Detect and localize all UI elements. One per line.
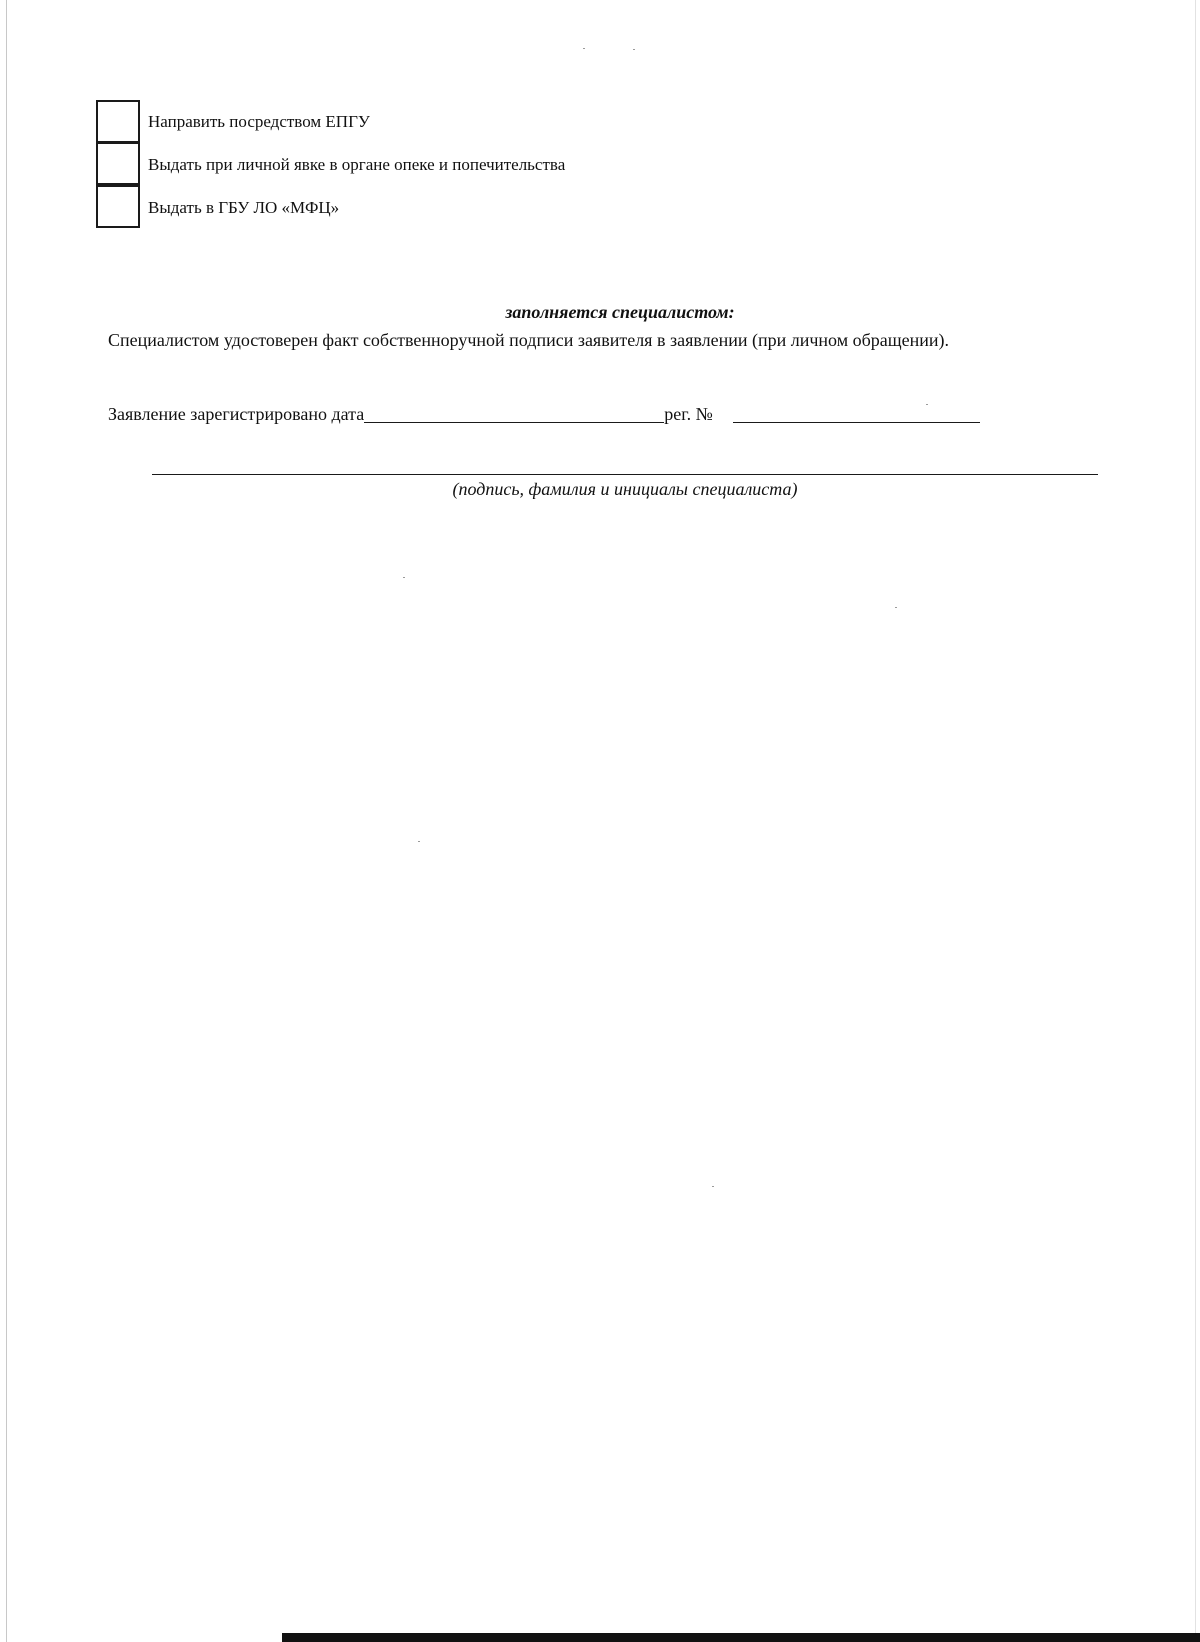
scan-speck <box>633 49 635 50</box>
scan-bottom-bar <box>282 1633 1200 1642</box>
option-epgu <box>96 100 565 143</box>
specialist-signature-field[interactable] <box>152 474 1098 475</box>
specialist-section-title: заполняется специалистом: <box>505 302 735 322</box>
scan-speck <box>418 841 420 842</box>
reg-number-label: рег. № <box>664 404 713 424</box>
option-guardianship-label: Выдать при личной явке в органе опеке и попечительства <box>148 154 566 174</box>
delivery-options <box>96 100 565 229</box>
registered-date-label: Заявление зарегистрировано дата <box>108 404 365 424</box>
reg-number-field[interactable] <box>733 402 980 423</box>
registration-date-field[interactable] <box>364 402 664 423</box>
option-epgu-label: Направить посредством ЕПГУ <box>148 111 370 131</box>
signature-verification-text: Специалистом удостоверен факт собственноручной подписи заявителя в заявлении (при личном обращении). <box>108 330 949 350</box>
scan-edge-right <box>1195 0 1196 1642</box>
scan-edge-left <box>6 0 7 1642</box>
scan-speck <box>583 48 585 49</box>
checkbox-mfc[interactable] <box>96 185 140 228</box>
checkbox-guardianship[interactable] <box>96 142 140 185</box>
checkbox-epgu[interactable] <box>96 100 140 143</box>
option-guardianship <box>96 143 565 186</box>
option-mfc <box>96 186 565 229</box>
option-mfc-label: Выдать в ГБУ ЛО «МФЦ» <box>148 197 340 217</box>
scan-speck <box>403 577 405 578</box>
scan-speck <box>895 607 897 608</box>
registration-line <box>108 402 980 426</box>
scan-speck <box>712 1186 714 1187</box>
signature-caption: (подпись, фамилия и инициалы специалиста) <box>452 479 798 499</box>
